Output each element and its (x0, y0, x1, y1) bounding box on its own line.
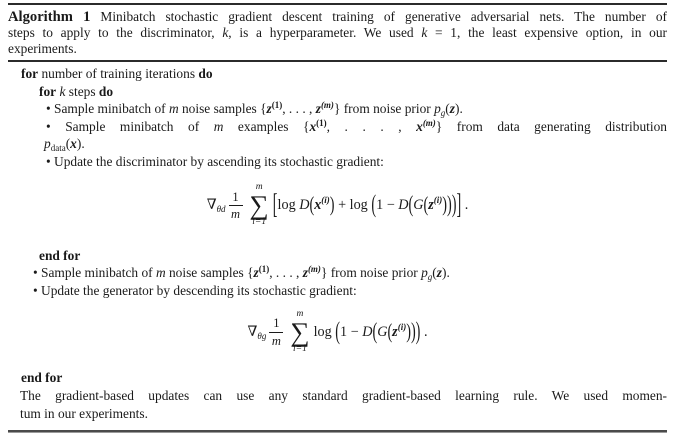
caption-line-2: steps to apply to the discriminator, k, is a hyperparameter. We used k = 1, the least expensive option, in our (8, 25, 667, 40)
generator-gradient-formula: $\nabla_{\theta g}$ $\frac{1}{m}$ m ∑ i=1 log ( 1 − D ( G ( $z^{(i)}$ ) ) ) . (247, 309, 428, 355)
sample-noise-bullet: • Sample minibatch of m noise samples {$z^{(1)}$, . . . , $z^{(m)}$} from noise prior $p_g(z)$. (46, 100, 463, 119)
caption-line-3: experiments. (8, 41, 77, 56)
pseudocode-body (8, 62, 667, 422)
update-generator-bullet: • Update the generator by descending its stochastic gradient: (33, 282, 357, 298)
inner-end-for-line: end for (39, 247, 81, 263)
discriminator-gradient-formula: $\nabla_{\theta d}$ $\frac{1}{m}$ m ∑ i=1 [ log D ( $x^{(i)}$ ) + log ( 1 − D ( G ( $z^{(i)}$ ) ) ) ] . (206, 182, 469, 228)
algorithm-caption (8, 5, 667, 60)
bottom-rule (8, 430, 667, 433)
sample-examples-bullet: • Sample minibatch of m examples {$x^{(1)}$, . . . , $x^{(m)}$} from data generating distribution (46, 117, 667, 134)
algorithm-box (0, 3, 675, 442)
inner-for-line: for k steps do (39, 83, 114, 99)
caption-line-1: Algorithm 1 Minibatch stochastic gradient descent training of generative adversarial nets. The number of (8, 9, 667, 25)
sample-noise-bullet-outer: • Sample minibatch of m noise samples {$z^{(1)}$, . . . , $z^{(m)}$} from noise prior $p_g(z)$. (33, 264, 450, 283)
closing-note-line-1: The gradient-based updates can use any standard gradient-based learning rule. We used momen- (20, 387, 667, 403)
outer-end-for-line: end for (21, 370, 63, 386)
sample-examples-continuation: $p_{data}(x)$. (44, 136, 85, 154)
outer-for-line: for number of training iterations do (21, 66, 213, 81)
closing-note-line-2: tum in our experiments. (20, 405, 148, 421)
update-discriminator-bullet: • Update the discriminator by ascending its stochastic gradient: (46, 153, 384, 169)
